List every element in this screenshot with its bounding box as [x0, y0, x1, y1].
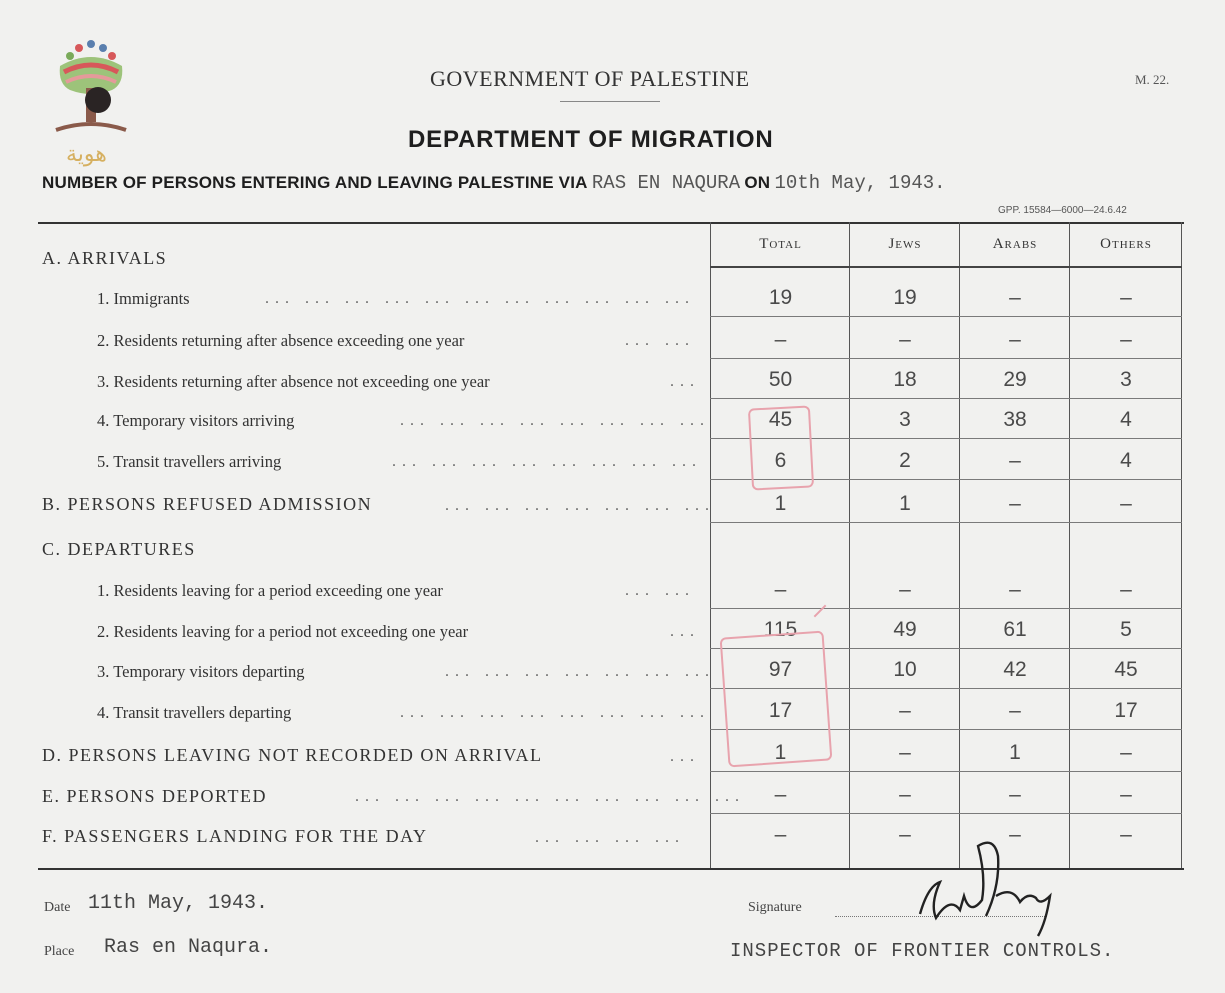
table-cell: – — [1009, 286, 1021, 309]
leader-dots: ... ... — [625, 332, 695, 349]
handwritten-signature — [900, 826, 1060, 946]
table-cell: – — [1120, 578, 1132, 601]
column-header-arabs: Arabs — [992, 236, 1038, 252]
signature-label: Signature — [748, 900, 802, 915]
date-label: Date — [44, 900, 71, 915]
row-rule — [710, 398, 1182, 399]
subtitle-on: ON — [744, 173, 771, 192]
table-cell: – — [1009, 492, 1021, 515]
row-rule — [710, 608, 1182, 609]
table-cell: – — [1120, 286, 1132, 309]
review-stamp-mark — [720, 631, 833, 768]
review-stamp-mark — [748, 405, 814, 490]
place-value: Ras en Naqura. — [104, 936, 273, 959]
table-cell: 1 — [774, 741, 787, 764]
table-cell: 115 — [763, 618, 798, 641]
column-header-jews: Jews — [888, 236, 922, 252]
table-cell: 18 — [893, 368, 917, 391]
table-cell: – — [1009, 578, 1021, 601]
form-number: M. 22. — [1135, 72, 1170, 87]
leader-dots: ... ... ... ... ... ... ... ... — [392, 453, 702, 470]
table-cell: – — [1009, 783, 1021, 806]
table-cell: 38 — [1003, 408, 1027, 431]
row-rule — [710, 771, 1182, 772]
leader-dots: ... ... ... ... ... ... ... ... — [400, 704, 710, 721]
subtitle-line — [42, 172, 946, 194]
table-cell: – — [899, 823, 911, 846]
table-cell: 2 — [899, 449, 911, 472]
table-cell: – — [1120, 741, 1132, 764]
row-rule — [710, 522, 1182, 523]
row-label: 3. Temporary visitors departing — [97, 662, 305, 681]
section-f-label: F. PASSENGERS LANDING FOR THE DAY — [42, 826, 428, 846]
leader-dots: ... ... ... ... ... ... ... — [445, 497, 715, 514]
table-cell: – — [899, 578, 911, 601]
table-cell: – — [899, 699, 911, 722]
section-d-label: D. PERSONS LEAVING NOT RECORDED ON ARRIVAL — [42, 745, 543, 765]
table-cell: 6 — [774, 449, 787, 472]
table-cell: 10 — [893, 658, 917, 681]
government-title: GOVERNMENT OF PALESTINE — [430, 66, 750, 91]
row-label: 4. Temporary visitors arriving — [97, 411, 295, 430]
leader-dots: ... — [670, 748, 700, 765]
row-label: 4. Transit travellers departing — [97, 703, 292, 722]
table-cell: – — [774, 578, 787, 601]
column-header-total: Total — [759, 236, 802, 252]
row-label: 1. Residents leaving for a period exceeding one year — [97, 581, 443, 600]
table-cell: 45 — [768, 408, 793, 431]
table-cell: 3 — [899, 408, 911, 431]
table-cell: – — [899, 328, 911, 351]
subtitle-place: RAS EN NAQURA — [591, 172, 741, 194]
table-top-rule — [38, 222, 1184, 224]
column-header-others: Others — [1100, 236, 1152, 252]
section-a-label: A. ARRIVALS — [42, 248, 168, 268]
row-label: 5. Transit travellers arriving — [97, 452, 282, 471]
subtitle-prefix: NUMBER OF PERSONS ENTERING AND LEAVING PALESTINE VIA — [42, 173, 588, 192]
table-cell: – — [774, 328, 787, 351]
table-cell: – — [1009, 699, 1021, 722]
table-cell: – — [899, 741, 911, 764]
table-cell: 1 — [899, 492, 911, 515]
leader-dots: ... ... ... ... ... ... ... — [445, 663, 715, 680]
row-label: 2. Residents leaving for a period not exceeding one year — [97, 622, 469, 641]
section-e-label: E. PERSONS DEPORTED — [42, 786, 267, 806]
date-value: 11th May, 1943. — [88, 892, 269, 915]
table-cell: 50 — [768, 368, 793, 391]
header-divider — [560, 101, 660, 102]
table-cell: 61 — [1003, 618, 1027, 641]
table-cell: 17 — [1114, 699, 1138, 722]
table-cell: – — [1009, 328, 1021, 351]
department-title: DEPARTMENT OF MIGRATION — [408, 126, 774, 153]
table-cell: – — [1120, 783, 1132, 806]
row-label: 2. Residents returning after absence exceeding one year — [97, 331, 465, 350]
table-cell: 19 — [893, 286, 917, 309]
row-rule — [710, 358, 1182, 359]
logo-text: هوية — [66, 142, 107, 167]
place-label: Place — [44, 944, 75, 959]
table-cell: 49 — [893, 618, 917, 641]
table-cell: – — [1120, 823, 1132, 846]
table-cell: 1 — [774, 492, 787, 515]
table-cell: 4 — [1120, 449, 1132, 472]
subtitle-date: 10th May, 1943. — [774, 172, 946, 194]
table-cell: 19 — [768, 286, 793, 309]
row-rule — [710, 316, 1182, 317]
signatory-title: INSPECTOR OF FRONTIER CONTROLS. — [730, 940, 1115, 962]
header-row-rule — [710, 266, 1182, 268]
row-label: 1. Immigrants — [97, 289, 190, 308]
table-cell: 3 — [1120, 368, 1132, 391]
section-c-label: C. DEPARTURES — [42, 539, 196, 559]
leader-dots: ... ... ... ... ... ... ... ... ... ... ... — [265, 290, 695, 307]
leader-dots: ... ... — [625, 582, 695, 599]
table-cell: – — [1009, 449, 1021, 472]
table-cell: 1 — [1009, 741, 1021, 764]
table-cell: – — [1120, 492, 1132, 515]
table-cell: – — [1009, 823, 1021, 846]
table-cell: 42 — [1003, 658, 1027, 681]
row-rule — [710, 813, 1182, 814]
leader-dots: ... — [670, 623, 700, 640]
table-cell: 5 — [1120, 618, 1132, 641]
table-cell: 97 — [768, 658, 793, 681]
leader-dots: ... ... ... ... ... ... ... ... — [400, 412, 710, 429]
table-cell: – — [774, 783, 787, 806]
printer-reference: GPP. 15584—6000—24.6.42 — [998, 205, 1127, 216]
table-cell: – — [1120, 328, 1132, 351]
leader-dots: ... — [670, 373, 700, 390]
table-cell: 45 — [1114, 658, 1138, 681]
logo — [52, 38, 130, 178]
section-b-label: B. PERSONS REFUSED ADMISSION — [42, 494, 373, 514]
leader-dots: ... ... ... ... — [535, 829, 685, 846]
table-cell: 17 — [768, 699, 793, 722]
table-cell: 4 — [1120, 408, 1132, 431]
table-cell: – — [774, 823, 787, 846]
row-label: 3. Residents returning after absence not exceeding one year — [97, 372, 490, 391]
table-cell: 29 — [1003, 368, 1027, 391]
leader-dots: ... ... ... ... ... ... ... ... ... ... — [355, 788, 745, 805]
tick-mark — [814, 605, 827, 618]
table-cell: – — [899, 783, 911, 806]
